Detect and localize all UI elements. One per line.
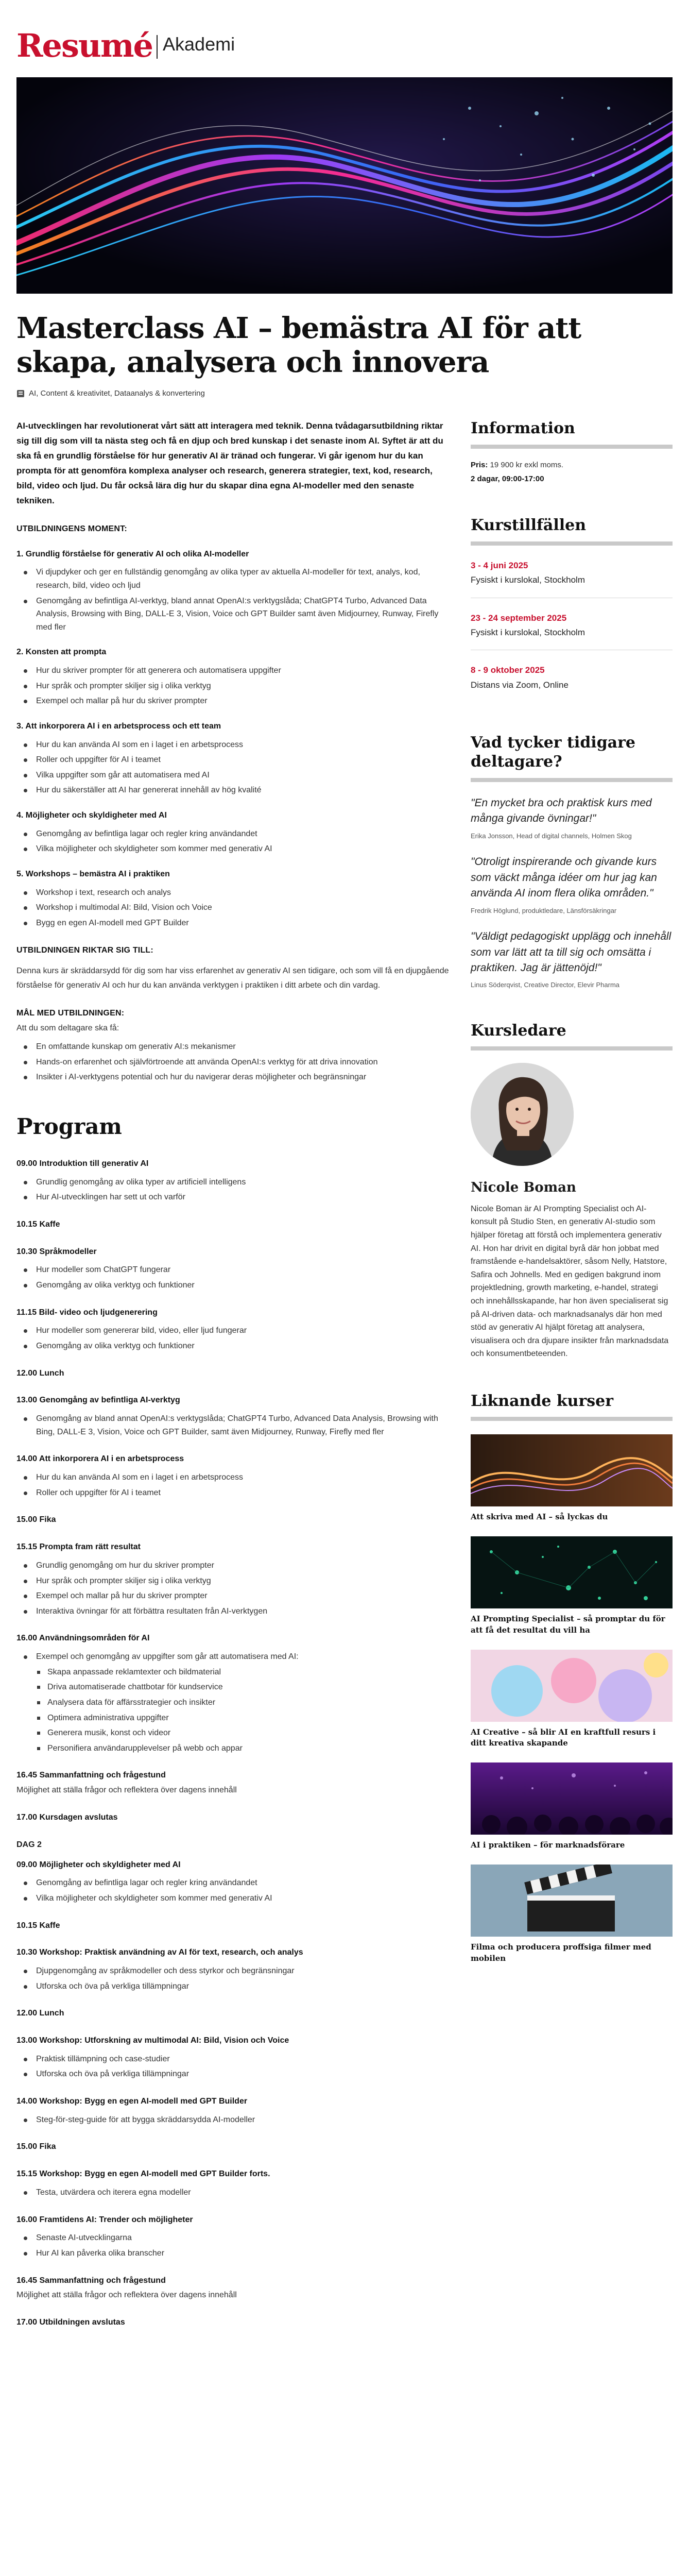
related-course-card[interactable]: [471, 1434, 673, 1523]
program-day-1: [16, 1158, 450, 1824]
moment-2: [16, 646, 450, 708]
related-course-image[interactable]: [471, 1434, 673, 1506]
program-slot-title: 17.00 Kursdagen avslutas: [16, 1812, 118, 1822]
program-slot-title: 10.30 Språkmodeller: [16, 1247, 97, 1256]
intro-text: AI-utvecklingen har revolutionerat vårt sätt att interagera med teknik. Denna tvådagarsutbildning riktar sig till dig som vill ta nästa steg och få en djup och bred kunskap i det senaste inom AI. Syftet är att du ska få en grundlig förståelse för hur generativ AI är tränad och fungerar. Vi går igenom hur du kan prompta för att genomföra komplexa analyser och research, generera strategier, text, kod, research, bild, video och ljud. Du får också lära dig hur du skapar dina egna AI-modeller med den senaste tekniken.: [16, 421, 443, 505]
list-item: Roller och uppgifter för AI i teamet: [16, 1486, 450, 1500]
list-item: Workshop i multimodal AI: Bild, Vision och Voice: [16, 901, 450, 914]
list-item: Insikter i AI-verktygens potential och hur du navigerar deras möjligheter och begränsningar: [16, 1071, 450, 1084]
related-heading: Liknande kurser: [471, 1392, 673, 1421]
program-slot-title: 15.15 Workshop: Bygg en egen AI-modell med GPT Builder forts.: [16, 2170, 270, 2179]
reviews-heading: Vad tycker tidigare deltagare?: [471, 733, 673, 782]
program-slot-note: Möjlighet att ställa frågor och reflektera över dagens innehåll: [16, 1786, 237, 1795]
category-icon: [16, 389, 25, 398]
nested-list-item: Driva automatiserade chattbotar för kundservice: [16, 1681, 450, 1694]
price-value: 19 900 kr exkl moms.: [490, 460, 564, 469]
occasion-place: Fysiskt i kurslokal, Stockholm: [471, 575, 585, 585]
list-item: Hur du skriver prompter för att generera och automatisera uppgifter: [16, 664, 450, 677]
occasion-item[interactable]: [471, 546, 673, 598]
list-item: Hur AI-utvecklingen har sett ut och varför: [16, 1191, 450, 1204]
program-slot-title: 10.15 Kaffe: [16, 1921, 60, 1930]
list-item: Hur språk och prompter skiljer sig i olika verktyg: [16, 1574, 450, 1588]
list-item: Genomgång av befintliga lagar och regler kring användandet: [16, 827, 450, 841]
review-quote: "Otroligt inspirerande och givande kurs som väckt många idéer om hur jag kan använda AI inom flera olika områden.": [471, 856, 657, 900]
list-item: Testa, utvärdera och iterera egna modeller: [16, 2186, 450, 2199]
info-block: [471, 419, 673, 485]
program-slot-title: 16.45 Sammanfattning och frågestund: [16, 2276, 166, 2285]
occasion-date[interactable]: 23 - 24 september 2025: [471, 613, 567, 623]
main-content: [16, 419, 450, 2329]
info-heading: Information: [471, 419, 673, 449]
moment-3: [16, 720, 450, 797]
occasion-date[interactable]: 3 - 4 juni 2025: [471, 560, 528, 570]
schedule: 2 dagar, 09:00-17:00: [471, 474, 544, 484]
review-item: [471, 929, 673, 990]
related-course-card[interactable]: [471, 1762, 673, 1851]
related-course-title[interactable]: AI Prompting Specialist – så promptar du för att få det resultat du vill ha: [471, 1614, 665, 1635]
leader-avatar: [471, 1063, 574, 1166]
leader-portrait-illustration: [471, 1063, 574, 1166]
program-slot-title: 16.00 Användningsområden för AI: [16, 1634, 150, 1643]
wave-thumbnail: [471, 1434, 673, 1506]
goals-list: [16, 1040, 450, 1084]
program-slot-title: 17.00 Utbildningen avslutas: [16, 2318, 125, 2327]
list-item: Utforska och öva på verkliga tillämpningar: [16, 1980, 450, 1993]
moment-title: 4. Möjligheter och skyldigheter med AI: [16, 811, 167, 820]
program-slot-title: 16.45 Sammanfattning och frågestund: [16, 1771, 166, 1780]
moment-4: [16, 809, 450, 856]
program-slot-title: 11.15 Bild- video och ljudgenerering: [16, 1308, 158, 1317]
related-course-title[interactable]: AI Creative – så blir AI en kraftfull resurs i ditt kreativa skapande: [471, 1727, 656, 1748]
program-slot-title: 14.00 Workshop: Bygg en egen AI-modell med GPT Builder: [16, 2097, 248, 2106]
program-slot-title: 15.15 Prompta fram rätt resultat: [16, 1543, 141, 1552]
nested-list-item: Personifiera användarupplevelser på webb och appar: [16, 1742, 450, 1755]
leader-bio: Nicole Boman är AI Prompting Specialist och AI-konsult på Studio Sten, en generativ AI-studio som hjälper företag att förstå och implementera generativ AI. Hon har drivit en digital byrå där hon jobbat med framstående e-handelsaktörer, såsom Nelly, Hatstore, Safira och Johnells. Med en gedigen bakgrund inom projektledning, growth marketing, e-handel, strategi och innehållsskapande, har hon även specialiserat sig på AI-driven data- och marknadsanalys där hon med stöd av generativ AI hjälpt företag att analysera, visualisera och dra djupare insikter från marknadsdata och konsumentbeteenden.: [471, 1204, 669, 1359]
related-course-card[interactable]: [471, 1865, 673, 1964]
target-heading: UTBILDNINGEN RIKTAR SIG TILL:: [16, 945, 153, 955]
list-item: Hur modeller som genererar bild, video, eller ljud fungerar: [16, 1324, 450, 1337]
list-item: Exempel och mallar på hur du skriver prompter: [16, 1589, 450, 1603]
clapperboard-thumbnail: [471, 1865, 673, 1937]
list-item: Genomgång av befintliga AI-verktyg, bland annat OpenAI:s verktygslåda; ChatGPT4 Turbo, Advanced Data Analysis, Browsing with Bing, DALL-E 3, Vision, Voice och GPT Builder samt även Midjourney, Runway, Firefly med fler: [16, 595, 450, 634]
program-slot-title: 15.00 Fika: [16, 1515, 56, 1524]
occasion-item[interactable]: [471, 650, 673, 702]
moment-1: [16, 548, 450, 634]
occasion-place: Fysiskt i kurslokal, Stockholm: [471, 627, 585, 637]
related-course-title[interactable]: AI i praktiken – för marknadsförare: [471, 1840, 625, 1850]
goals-intro: Att du som deltagare ska få:: [16, 1024, 119, 1033]
occasion-date[interactable]: 8 - 9 oktober 2025: [471, 665, 545, 675]
review-quote: "En mycket bra och praktisk kurs med många givande övningar!": [471, 796, 652, 825]
review-item: [471, 795, 673, 841]
review-author: Fredrik Höglund, produktledare, Länsförsäkringar: [471, 906, 617, 914]
list-item: Djupgenomgång av språkmodeller och dess styrkor och begränsningar: [16, 1964, 450, 1978]
moment-list: [16, 738, 450, 797]
review-quote: "Väldigt pedagogiskt upplägg och innehåll som var lätt att ta till sig och omsätta i praktiken. Jag är jättenöjd!": [471, 930, 671, 974]
moment-list: [16, 566, 450, 634]
occasion-item[interactable]: [471, 598, 673, 651]
program-slot-note: Möjlighet att ställa frågor och reflektera över dagens innehåll: [16, 2291, 237, 2300]
leader-heading: Kursledare: [471, 1021, 673, 1051]
program-heading: Program: [16, 1113, 122, 1139]
list-item: Vilka möjligheter och skyldigheter som kommer med generativ AI: [16, 842, 450, 856]
list-item: Exempel och genomgång av uppgifter som går att automatisera med AI:: [16, 1650, 450, 1664]
leader-block: [471, 1021, 673, 1361]
price-line: [471, 459, 673, 471]
list-item: Roller och uppgifter för AI i teamet: [16, 753, 450, 767]
program-slot-title: 12.00 Lunch: [16, 1368, 64, 1378]
program-slot-title: 09.00 Möjligheter och skyldigheter med AI: [16, 1860, 181, 1869]
review-item: [471, 854, 673, 916]
related-course-image[interactable]: [471, 1650, 673, 1722]
goals-heading: MÅL MED UTBILDNINGEN:: [16, 1009, 125, 1018]
moment-list: [16, 827, 450, 856]
nested-list-item: Generera musik, konst och videor: [16, 1726, 450, 1740]
program-slot-title: 12.00 Lunch: [16, 2009, 64, 2018]
list-item: Senaste AI-utvecklingarna: [16, 2231, 450, 2245]
hero-image: [16, 77, 673, 294]
categories-text: AI, Content & kreativitet, Dataanalys & konvertering: [29, 389, 205, 398]
list-item: Hur du kan använda AI som en i laget i en arbetsprocess: [16, 738, 450, 752]
list-item: Hands-on erfarenhet och självförtroende att använda OpenAI:s verktyg för att driva innovation: [16, 1056, 450, 1069]
content-columns: [16, 419, 673, 2329]
purple-crowd-thumbnail: [471, 1762, 673, 1835]
list-item: Vi djupdyker och ger en fullständig genomgång av olika typer av aktuella AI-modeller för text, analys, kod, research, bild, video och ljud: [16, 566, 450, 592]
list-item: Vilka möjligheter och skyldigheter som kommer med generativ AI: [16, 1892, 450, 1905]
program-day-2: [16, 1859, 450, 2330]
program-slot-title: 13.00 Workshop: Utforskning av multimodal AI: Bild, Vision och Voice: [16, 2036, 289, 2045]
nested-list-item: Skapa anpassade reklamtexter och bildmaterial: [16, 1666, 450, 1679]
moment-title: 1. Grundlig förståelse för generativ AI och olika AI-modeller: [16, 549, 249, 558]
related-course-card[interactable]: [471, 1536, 673, 1636]
moment-list: [16, 886, 450, 930]
related-course-title[interactable]: Att skriva med AI – så lyckas du: [471, 1512, 608, 1522]
course-categories: [16, 387, 673, 399]
program-slot-title: 09.00 Introduktion till generativ AI: [16, 1159, 149, 1168]
list-item: Workshop i text, research och analys: [16, 886, 450, 900]
list-item: Hur modeller som ChatGPT fungerar: [16, 1263, 450, 1277]
list-item: Praktisk tillämpning och case-studier: [16, 2053, 450, 2066]
occasions-block: [471, 516, 673, 702]
moment-list: [16, 664, 450, 708]
program-slot-title: 13.00 Genomgång av befintliga AI-verktyg: [16, 1396, 180, 1405]
nested-list-item: Optimera administrativa uppgifter: [16, 1711, 450, 1725]
list-item: Hur du säkerställer att AI har genererat innehåll av hög kvalité: [16, 784, 450, 797]
occasion-place: Distans via Zoom, Online: [471, 680, 569, 690]
program-slot-title: 10.30 Workshop: Praktisk användning av AI för text, research, och analys: [16, 1948, 303, 1957]
moments-heading: UTBILDNINGENS MOMENT:: [16, 524, 127, 533]
sidebar: [471, 419, 673, 2329]
pastel-shapes-thumbnail: [471, 1650, 673, 1722]
list-item: Grundlig genomgång av olika typer av artificiell intelligens: [16, 1176, 450, 1189]
program-slot-title: 10.15 Kaffe: [16, 1219, 60, 1229]
list-item: Genomgång av olika verktyg och funktioner: [16, 1279, 450, 1292]
related-course-card[interactable]: [471, 1650, 673, 1750]
review-author: Erika Jonsson, Head of digital channels, Holmen Skog: [471, 832, 632, 840]
related-block: [471, 1392, 673, 1964]
logo-brand[interactable]: Resumé: [16, 27, 153, 64]
hero-light-waves-illustration: [16, 77, 673, 294]
leader-name: Nicole Boman: [471, 1180, 576, 1196]
logo-sub[interactable]: Akademi: [163, 33, 235, 55]
review-author: Linus Söderqvist, Creative Director, Elevir Pharma: [471, 981, 620, 989]
day-2-label: DAG 2: [16, 1840, 42, 1849]
list-item: Utforska och öva på verkliga tillämpningar: [16, 2067, 450, 2081]
related-course-image[interactable]: [471, 1865, 673, 1937]
course-title: Masterclass AI – bemästra AI för att skapa, analysera och innovera: [16, 311, 581, 380]
related-course-image[interactable]: [471, 1762, 673, 1835]
occasions-heading: Kurstillfällen: [471, 516, 673, 546]
program-slot-title: 14.00 Att inkorporera AI i en arbetsprocess: [16, 1454, 184, 1464]
related-course-image[interactable]: [471, 1536, 673, 1608]
target-text: Denna kurs är skräddarsydd för dig som har viss erfarenhet av generativ AI sen tidigare, och som vill få en djupgående förståelse för generativ AI och hur du kan använda verktygen i praktiken i ditt arbete och din vardag.: [16, 967, 449, 990]
moment-5: [16, 868, 450, 930]
list-item: En omfattande kunskap om generativ AI:s mekanismer: [16, 1040, 450, 1054]
list-item: Hur språk och prompter skiljer sig i olika verktyg: [16, 680, 450, 693]
list-item: Interaktiva övningar för att förbättra resultaten från AI-verktygen: [16, 1605, 450, 1618]
list-item: Exempel och mallar på hur du skriver prompter: [16, 694, 450, 708]
list-item: Grundlig genomgång om hur du skriver prompter: [16, 1559, 450, 1572]
list-item: Bygg en egen AI-modell med GPT Builder: [16, 917, 450, 930]
particles-thumbnail: [471, 1536, 673, 1608]
reviews-block: [471, 733, 673, 990]
nested-list-item: Analysera data för affärsstrategier och insikter: [16, 1696, 450, 1709]
related-course-title[interactable]: Filma och producera proffsiga filmer med mobilen: [471, 1942, 651, 1963]
list-item: Genomgång av befintliga lagar och regler kring användandet: [16, 1876, 450, 1890]
list-item: Hur du kan använda AI som en i laget i en arbetsprocess: [16, 1471, 450, 1484]
list-item: Genomgång av bland annat OpenAI:s verktygslåda; ChatGPT4 Turbo, Advanced Data Analysis, Browsing with Bing, DALL-E 3, Vision, Voice och GPT Builder, samt även Midjourney, Runway, Firefly med fler: [16, 1412, 450, 1438]
logo-divider: [157, 35, 158, 59]
site-header: [16, 0, 673, 62]
list-item: Steg-för-steg-guide för att bygga skräddarsydda AI-modeller: [16, 2113, 450, 2127]
program-slot-title: 16.00 Framtidens AI: Trender och möjligheter: [16, 2215, 193, 2224]
list-item: Hur AI kan påverka olika branscher: [16, 2247, 450, 2260]
moment-title: 5. Workshops – bemästra AI i praktiken: [16, 870, 170, 879]
moment-title: 3. Att inkorporera AI i en arbetsprocess och ett team: [16, 721, 221, 731]
program-slot-title: 15.00 Fika: [16, 2142, 56, 2151]
price-label: Pris:: [471, 460, 488, 469]
moment-title: 2. Konsten att prompta: [16, 648, 107, 657]
list-item: Vilka uppgifter som går att automatisera med AI: [16, 769, 450, 782]
list-item: Genomgång av olika verktyg och funktioner: [16, 1340, 450, 1353]
